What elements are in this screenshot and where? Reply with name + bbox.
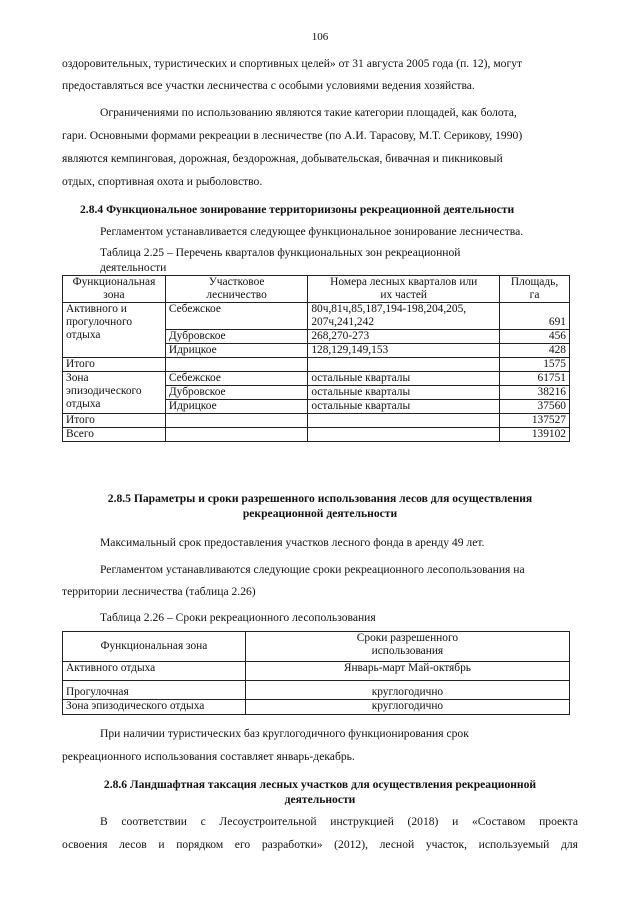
area-cell: 61751 [500,372,570,386]
paragraph-text: гари. Основными формами рекреации в лесничестве (по А.И. Тарасову, М.Т. Серикову, 1990) [62,129,523,142]
area-cell: 456 [500,330,570,344]
area-cell: 37560 [500,400,570,414]
paragraph-text: Максимальный срок предоставления участков лесного фонда в аренду 49 лет. [100,536,485,549]
zone-cell: Зона эпизодического отдыха [63,700,246,715]
total-area: 137527 [500,414,570,428]
total-label: Итого [63,414,166,428]
zone-cell: Зона эпизодического отдыха [63,372,166,414]
table-2-25 [62,275,570,442]
total-area: 1575 [500,358,570,372]
grand-total-area: 139102 [500,428,570,442]
quarters-cell: 80ч,81ч,85,187,194-198,204,205, 207ч,241,242 [308,303,500,330]
table-row [63,681,570,700]
total-label: Итого [63,358,166,372]
quarters-cell: остальные кварталы [308,386,500,400]
paragraph-text: оздоровительных, туристических и спортивных целей» от 31 августа 2005 года (п. 12), могут [62,57,523,70]
grand-total-label: Всего [63,428,166,442]
quarters-cell: остальные кварталы [308,400,500,414]
quarters-cell: остальные кварталы [308,372,500,386]
section-heading: 2.8.4 Функциональное зонирование территориизоны рекреационной деятельности [80,203,515,216]
header-zone: Функциональная зона [63,632,246,662]
terms-cell: круглогодично [245,700,569,715]
area-cell: 38216 [500,386,570,400]
paragraph-text: отдых, спортивная охота и рыболовство. [62,175,263,188]
forestry-cell: Дубровское [165,386,307,400]
table-header-row [63,632,570,662]
zone-cell: Активного отдыха [63,662,246,681]
table-row [63,700,570,715]
quarters-cell: 128,129,149,153 [308,344,500,358]
paragraph-text: При наличии туристических баз круглогодичного функционирования срок [100,727,469,740]
header-terms: Сроки разрешенного использования [245,632,569,662]
section-heading: 2.8.5 Параметры и сроки разрешенного использования лесов для осуществления [107,492,533,505]
header-area: Площадь, га [500,276,570,303]
terms-cell: Январь-март Май-октябрь [245,662,569,681]
quarters-cell: 268,270-273 [308,330,500,344]
table-row-total [63,358,570,372]
table-row-total [63,414,570,428]
header-quarters: Номера лесных кварталов или их частей [308,276,500,303]
terms-cell: круглогодично [245,681,569,700]
section-heading: рекреационной деятельности [242,507,398,520]
paragraph-text: рекреационного использования составляет январь-декабрь. [62,750,355,763]
paragraph-text: освоения лесов и порядком его разработки» (2012), лесной участок, используемый для [62,838,578,851]
section-heading: деятельности [284,793,356,806]
table-header-row [63,276,570,303]
paragraph-text: Регламентом устанавливается следующее функциональное зонирование лесничества. [100,225,524,238]
forestry-cell: Идрицкое [165,344,307,358]
forestry-cell: Идрицкое [165,400,307,414]
table-caption: деятельности [100,261,167,274]
paragraph-text: территории лесничества (таблица 2.26) [62,585,256,598]
paragraph-text: предоставляться все участки лесничества с особыми условиями ведения хозяйства. [62,79,475,92]
paragraph-text: Регламентом устанавливаются следующие сроки рекреационного лесопользования на [100,563,525,576]
table-row [63,662,570,681]
page-number: 106 [311,31,329,43]
paragraph-text: являются кемпинговая, дорожная, бездорожная, добывательская, бивачная и пикниковый [62,152,503,165]
table-row [63,303,570,330]
table-row-grand-total [63,428,570,442]
table-row [63,372,570,386]
table-2-26 [62,631,570,715]
header-zone: Функциональная зона [63,276,166,303]
forestry-cell: Дубровское [165,330,307,344]
area-cell: 428 [500,344,570,358]
paragraph-text: В соответствии с Лесоустроительной инструкцией (2018) и «Составом проекта [100,815,578,828]
zone-cell: Прогулочная [63,681,246,700]
table-caption: Таблица 2.25 – Перечень кварталов функциональных зон рекреационной [100,246,461,259]
forestry-cell: Себежское [165,372,307,386]
header-forestry: Участковое лесничество [165,276,307,303]
area-cell: 691 [500,303,570,330]
section-heading: 2.8.6 Ландшафтная таксация лесных участков для осуществления рекреационной [103,778,537,791]
zone-cell: Активного и прогулочного отдыха [63,303,166,358]
table-caption: Таблица 2.26 – Сроки рекреационного лесопользования [100,611,376,624]
paragraph-text: Ограничениями по использованию являются такие категории площадей, как болота, [100,106,517,119]
forestry-cell: Себежское [165,303,307,330]
